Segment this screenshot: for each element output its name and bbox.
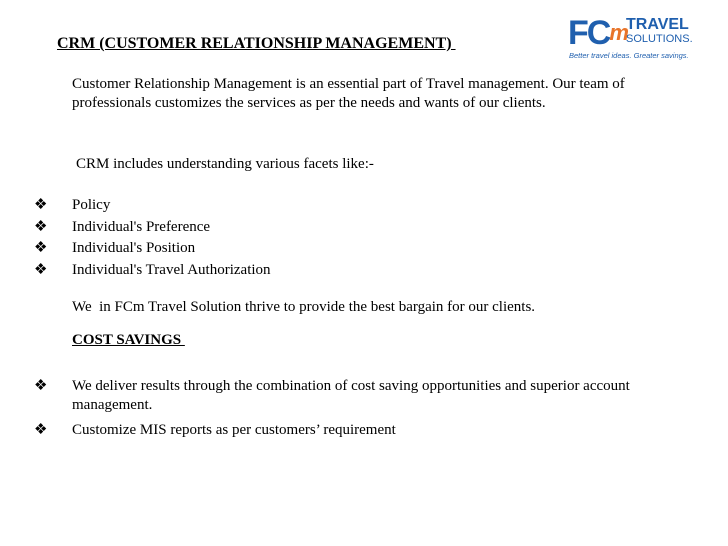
- list-item: ❖ Customize MIS reports as per customers’ requirement: [34, 422, 396, 438]
- bargain-paragraph: We in FCm Travel Solution thrive to provide the best bargain for our clients.: [72, 299, 536, 315]
- intro-paragraph: Customer Relationship Management is an essential part of Travel management. Our team of professionals customizes the services as per the needs and wants of our clients.: [72, 76, 625, 111]
- diamond-cluster-icon: ❖: [34, 218, 48, 235]
- cost-savings-list: [34, 377, 684, 446]
- diamond-cluster-icon: ❖: [34, 197, 48, 213]
- fcm-logo: [568, 16, 698, 64]
- diamond-cluster-icon: ❖: [34, 240, 48, 256]
- diamond-cluster-icon: ❖: [34, 422, 48, 438]
- diamond-cluster-icon: ❖: [34, 378, 48, 394]
- list-item: ❖ Individual's Travel Authorization: [34, 261, 271, 278]
- logo-brand: $FC^m$: [568, 14, 627, 52]
- list-item: ❖ Individual's Preference: [34, 218, 211, 235]
- facets-intro: CRM includes understanding various facets like:-: [76, 156, 374, 172]
- logo-tagline: Better travel ideas. Greater savings.: [569, 51, 689, 60]
- list-item: ❖ Individual's Position: [34, 240, 196, 256]
- facets-list: [34, 196, 271, 282]
- logo-travel: TRAVEL: [626, 16, 689, 33]
- list-item: ❖ Policy: [34, 197, 111, 213]
- diamond-cluster-icon: ❖: [34, 261, 48, 278]
- cost-savings-heading: COST SAVINGS: [72, 332, 185, 348]
- logo-solutions: SOLUTIONS.: [626, 33, 693, 45]
- page-title: CRM (CUSTOMER RELATIONSHIP MANAGEMENT): [57, 35, 456, 52]
- list-item: ❖ We deliver results through the combination of cost saving opportunities and superior account management.: [34, 378, 630, 413]
